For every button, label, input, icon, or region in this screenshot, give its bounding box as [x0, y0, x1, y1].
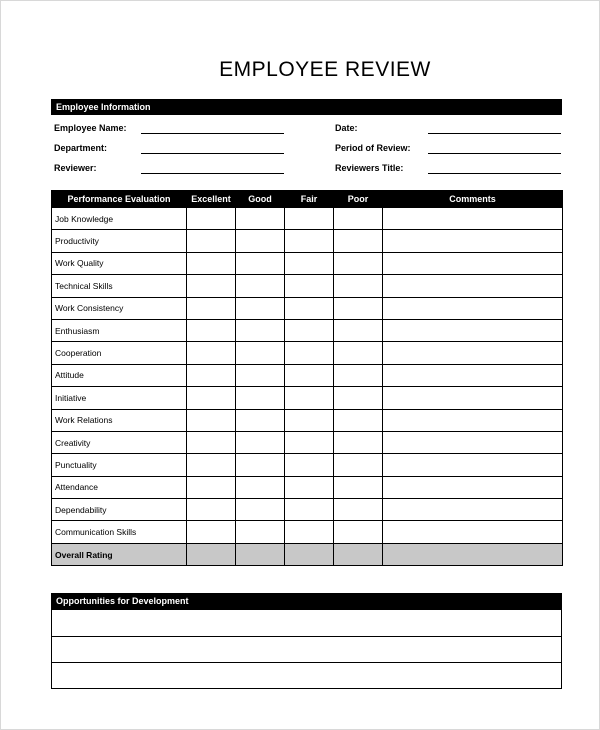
rating-cell-fair[interactable] [285, 364, 334, 386]
comments-cell[interactable] [383, 208, 563, 230]
comments-cell[interactable] [383, 409, 563, 431]
header-fair: Fair [285, 191, 334, 208]
comments-cell[interactable] [383, 387, 563, 409]
table-row [52, 275, 563, 297]
comments-cell[interactable] [383, 342, 563, 364]
comments-cell[interactable] [383, 364, 563, 386]
table-row [52, 521, 563, 543]
reviewer-field[interactable] [141, 173, 284, 174]
table-row [52, 208, 563, 230]
table-row [52, 230, 563, 252]
rating-cell-poor[interactable] [334, 431, 383, 453]
rating-cell-fair[interactable] [285, 409, 334, 431]
header-poor: Poor [334, 191, 383, 208]
department-field[interactable] [141, 153, 284, 154]
criterion-label: Cooperation [52, 342, 187, 364]
table-row [52, 387, 563, 409]
comments-cell[interactable] [383, 252, 563, 274]
rating-cell-good[interactable] [236, 297, 285, 319]
rating-cell-fair[interactable] [285, 319, 334, 341]
rating-cell-poor[interactable] [334, 275, 383, 297]
rating-cell-excellent[interactable] [187, 476, 236, 498]
rating-cell-excellent[interactable] [187, 409, 236, 431]
table-row [52, 342, 563, 364]
rating-cell-poor[interactable] [334, 252, 383, 274]
department-label: Department: [54, 143, 108, 153]
rating-cell-good[interactable] [236, 499, 285, 521]
rating-cell-fair[interactable] [285, 499, 334, 521]
rating-cell-good[interactable] [236, 387, 285, 409]
rating-cell-good[interactable] [236, 364, 285, 386]
rating-cell-poor[interactable] [334, 319, 383, 341]
period-of-review-field[interactable] [428, 153, 561, 154]
table-row [52, 499, 563, 521]
rating-cell-excellent[interactable] [187, 319, 236, 341]
rating-cell-good[interactable] [236, 208, 285, 230]
development-line[interactable] [52, 610, 561, 637]
reviewers-title-label: Reviewers Title: [335, 163, 404, 173]
employee-info-header: Employee Information [51, 99, 562, 115]
rating-cell-poor[interactable] [334, 364, 383, 386]
header-excellent: Excellent [187, 191, 236, 208]
criterion-label: Communication Skills [52, 521, 187, 543]
table-row [52, 297, 563, 319]
rating-cell-excellent[interactable] [187, 387, 236, 409]
overall-rating-cell-poor[interactable] [334, 543, 383, 565]
development-line[interactable] [52, 637, 561, 664]
page-title: EMPLOYEE REVIEW [219, 58, 431, 81]
rating-cell-fair[interactable] [285, 521, 334, 543]
development-header: Opportunities for Development [51, 593, 562, 609]
table-row [52, 476, 563, 498]
rating-cell-fair[interactable] [285, 252, 334, 274]
rating-cell-excellent[interactable] [187, 297, 236, 319]
table-row [52, 454, 563, 476]
performance-evaluation-table [51, 190, 563, 566]
rating-cell-fair[interactable] [285, 208, 334, 230]
rating-cell-poor[interactable] [334, 476, 383, 498]
employee-name-label: Employee Name: [54, 123, 127, 133]
overall-rating-row [52, 543, 563, 565]
table-header-row [52, 191, 563, 208]
overall-rating-label: Overall Rating [52, 543, 187, 565]
rating-cell-excellent[interactable] [187, 364, 236, 386]
rating-cell-excellent[interactable] [187, 454, 236, 476]
criterion-label: Punctuality [52, 454, 187, 476]
rating-cell-fair[interactable] [285, 230, 334, 252]
rating-cell-good[interactable] [236, 431, 285, 453]
reviewers-title-field[interactable] [428, 173, 561, 174]
criterion-label: Work Consistency [52, 297, 187, 319]
header-good: Good [236, 191, 285, 208]
rating-cell-fair[interactable] [285, 387, 334, 409]
table-row [52, 431, 563, 453]
criterion-label: Dependability [52, 499, 187, 521]
criterion-label: Job Knowledge [52, 208, 187, 230]
comments-cell[interactable] [383, 275, 563, 297]
criterion-label: Attendance [52, 476, 187, 498]
rating-cell-good[interactable] [236, 521, 285, 543]
rating-cell-excellent[interactable] [187, 208, 236, 230]
overall-comments-cell[interactable] [383, 543, 563, 565]
rating-cell-good[interactable] [236, 342, 285, 364]
table-row [52, 252, 563, 274]
rating-cell-good[interactable] [236, 409, 285, 431]
comments-cell[interactable] [383, 431, 563, 453]
comments-cell[interactable] [383, 499, 563, 521]
rating-cell-poor[interactable] [334, 521, 383, 543]
overall-rating-cell-excellent[interactable] [187, 543, 236, 565]
comments-cell[interactable] [383, 476, 563, 498]
comments-cell[interactable] [383, 454, 563, 476]
rating-cell-fair[interactable] [285, 431, 334, 453]
rating-cell-poor[interactable] [334, 342, 383, 364]
rating-cell-poor[interactable] [334, 409, 383, 431]
rating-cell-excellent[interactable] [187, 521, 236, 543]
table-row [52, 319, 563, 341]
rating-cell-fair[interactable] [285, 454, 334, 476]
criterion-label: Initiative [52, 387, 187, 409]
rating-cell-good[interactable] [236, 476, 285, 498]
rating-cell-good[interactable] [236, 230, 285, 252]
rating-cell-excellent[interactable] [187, 275, 236, 297]
employee-name-field[interactable] [141, 133, 284, 134]
rating-cell-fair[interactable] [285, 476, 334, 498]
development-line[interactable] [52, 663, 561, 690]
rating-cell-excellent[interactable] [187, 252, 236, 274]
criterion-label: Technical Skills [52, 275, 187, 297]
rating-cell-good[interactable] [236, 275, 285, 297]
period-of-review-label: Period of Review: [335, 143, 411, 153]
header-comments: Comments [383, 191, 563, 208]
rating-cell-excellent[interactable] [187, 499, 236, 521]
criterion-label: Work Relations [52, 409, 187, 431]
development-box [51, 609, 562, 689]
date-label: Date: [335, 123, 358, 133]
rating-cell-excellent[interactable] [187, 230, 236, 252]
rating-cell-poor[interactable] [334, 499, 383, 521]
criterion-label: Enthusiasm [52, 319, 187, 341]
table-row [52, 409, 563, 431]
rating-cell-poor[interactable] [334, 387, 383, 409]
header-performance-evaluation: Performance Evaluation [52, 191, 187, 208]
rating-cell-good[interactable] [236, 454, 285, 476]
rating-cell-fair[interactable] [285, 297, 334, 319]
comments-cell[interactable] [383, 297, 563, 319]
rating-cell-poor[interactable] [334, 230, 383, 252]
criterion-label: Attitude [52, 364, 187, 386]
overall-rating-cell-fair[interactable] [285, 543, 334, 565]
reviewer-label: Reviewer: [54, 163, 97, 173]
date-field[interactable] [428, 133, 561, 134]
table-row [52, 364, 563, 386]
comments-cell[interactable] [383, 521, 563, 543]
rating-cell-excellent[interactable] [187, 431, 236, 453]
rating-cell-poor[interactable] [334, 297, 383, 319]
rating-cell-fair[interactable] [285, 275, 334, 297]
rating-cell-poor[interactable] [334, 454, 383, 476]
rating-cell-fair[interactable] [285, 342, 334, 364]
rating-cell-good[interactable] [236, 319, 285, 341]
rating-cell-excellent[interactable] [187, 342, 236, 364]
overall-rating-cell-good[interactable] [236, 543, 285, 565]
rating-cell-poor[interactable] [334, 208, 383, 230]
rating-cell-good[interactable] [236, 252, 285, 274]
criterion-label: Work Quality [52, 252, 187, 274]
criterion-label: Productivity [52, 230, 187, 252]
comments-cell[interactable] [383, 319, 563, 341]
criterion-label: Creativity [52, 431, 187, 453]
comments-cell[interactable] [383, 230, 563, 252]
